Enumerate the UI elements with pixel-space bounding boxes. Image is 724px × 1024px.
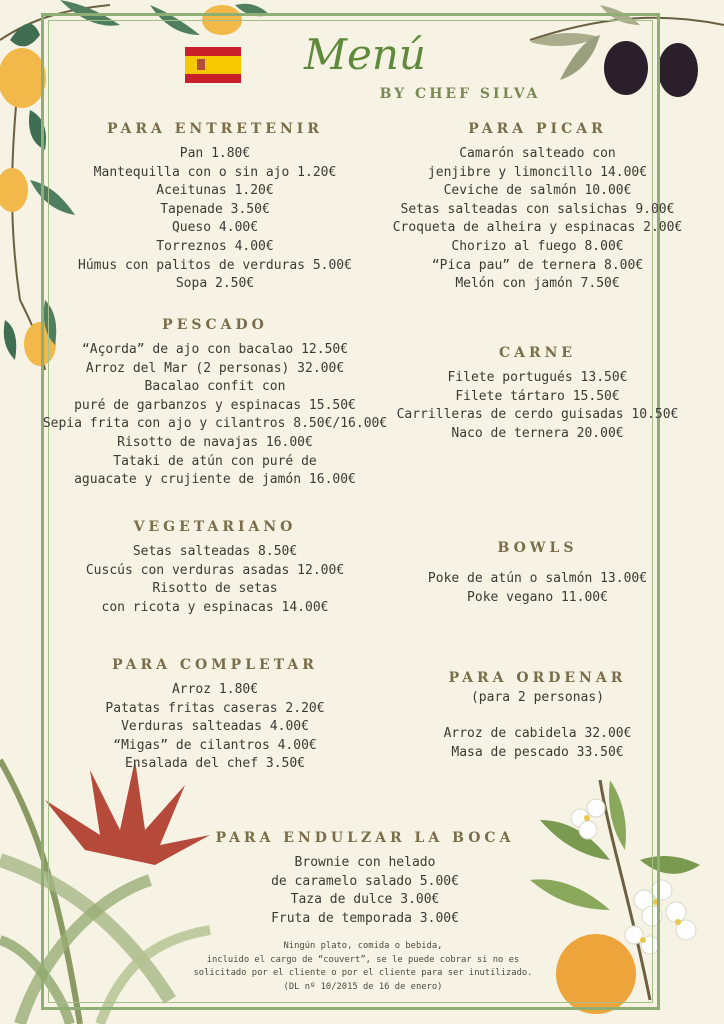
menu-item: de caramelo salado 5.00€ bbox=[271, 873, 459, 889]
menu-item: Fruta de temporada 3.00€ bbox=[271, 910, 459, 926]
section-bowls bbox=[385, 540, 690, 607]
menu-item: Naco de ternera 20.00€ bbox=[451, 425, 624, 441]
menu-item: Tataki de atún con puré de bbox=[113, 453, 317, 469]
menu-item: Sepia frita con ajo y cilantros 8.50€/16.00€ bbox=[42, 416, 388, 432]
footer-line: (DL nº 10/2015 de 16 de enero) bbox=[283, 981, 443, 992]
menu-item: Verduras salteadas 4.00€ bbox=[121, 719, 309, 735]
menu-item: Húmus con palitos de verduras 5.00€ bbox=[78, 257, 352, 273]
menu-item: Aceitunas 1.20€ bbox=[156, 183, 274, 199]
menu-item: Ceviche de salmón 10.00€ bbox=[443, 183, 632, 199]
menu-item: jenjibre y limoncillo 14.00€ bbox=[427, 164, 648, 180]
menu-item: con ricota y espinacas 14.00€ bbox=[101, 599, 329, 615]
menu-item: Torreznos 4.00€ bbox=[156, 238, 274, 254]
menu-item: Tapenade 3.50€ bbox=[160, 201, 270, 217]
chef-subtitle: BY CHEF SILVA bbox=[379, 86, 541, 102]
menu-item: Patatas fritas caseras 2.20€ bbox=[105, 700, 325, 716]
section-note: (para 2 personas) bbox=[470, 690, 605, 705]
section-para-entretenir bbox=[45, 121, 385, 294]
section-pescado bbox=[35, 317, 395, 490]
menu-item: Sopa 2.50€ bbox=[175, 276, 255, 292]
menu-item: Bacalao confit con bbox=[144, 379, 286, 395]
section-heading: VEGETARIANO bbox=[133, 519, 297, 535]
section-heading: PARA ORDENAR bbox=[448, 670, 627, 686]
section-para-completar bbox=[45, 657, 385, 774]
section-heading: PESCADO bbox=[162, 317, 268, 333]
footer-line: solicitado por el cliente o por el cliente para ser inutilizado. bbox=[193, 968, 533, 978]
section-vegetariano bbox=[45, 519, 385, 617]
section-heading: PARA PICAR bbox=[468, 121, 607, 137]
section-heading: BOWLS bbox=[497, 540, 578, 556]
menu-item: Ensalada del chef 3.50€ bbox=[124, 756, 305, 772]
section-carne bbox=[385, 345, 690, 443]
menu-item: Chorizo al fuego 8.00€ bbox=[451, 238, 624, 254]
menu-item: Risotto de navajas 16.00€ bbox=[117, 434, 313, 450]
menu-item: Queso 4.00€ bbox=[171, 220, 259, 236]
menu-item: Cuscús con verduras asadas 12.00€ bbox=[85, 562, 345, 578]
menu-item: Melón con jamón 7.50€ bbox=[455, 276, 620, 292]
menu-item: Poke de atún o salmón 13.00€ bbox=[427, 571, 648, 586]
menu-title: Menú bbox=[304, 30, 426, 79]
menu-item: Taza de dulce 3.00€ bbox=[290, 892, 440, 908]
menu-item: Mantequilla con o sin ajo 1.20€ bbox=[93, 164, 337, 180]
menu-item: Arroz 1.80€ bbox=[171, 682, 259, 697]
menu-item: Arroz del Mar (2 personas) 32.00€ bbox=[85, 360, 345, 376]
section-para-ordenar bbox=[385, 670, 690, 762]
menu-item: Croqueta de alheira y espinacas 2.00€ bbox=[392, 220, 683, 236]
section-para-picar bbox=[385, 121, 690, 294]
menu-item: Poke vegano 11.00€ bbox=[467, 589, 608, 605]
section-heading: PARA COMPLETAR bbox=[112, 657, 318, 673]
menu-item: Camarón salteado con bbox=[459, 146, 616, 161]
section-heading: PARA ENTRETENIR bbox=[106, 121, 323, 137]
section-heading: PARA ENDULZAR LA BOCA bbox=[215, 830, 515, 846]
legal-footer bbox=[178, 940, 548, 994]
section-heading: CARNE bbox=[498, 345, 577, 361]
menu-item: Masa de pescado 33.50€ bbox=[451, 744, 624, 760]
footer-line: Ningún plato, comida o bebida, bbox=[283, 941, 443, 951]
menu-item: Filete tártaro 15.50€ bbox=[455, 388, 620, 404]
menu-item: Risotto de setas bbox=[152, 581, 278, 597]
menu-item: Arroz de cabidela 32.00€ bbox=[443, 726, 632, 741]
menu-item: Carrilleras de cerdo guisadas 10.50€ bbox=[396, 407, 679, 423]
footer-line: incluido el cargo de “couvert”, se le puede cobrar si no es bbox=[206, 954, 520, 965]
menu-item: Pan 1.80€ bbox=[179, 146, 251, 161]
menu-item: “Pica pau” de ternera 8.00€ bbox=[431, 257, 644, 273]
menu-item: aguacate y crujiente de jamón 16.00€ bbox=[74, 472, 356, 488]
menu-item: Setas salteadas con salsichas 9.00€ bbox=[400, 201, 675, 217]
menu-item: “Açorda” de ajo con bacalao 12.50€ bbox=[81, 342, 349, 357]
menu-item: puré de garbanzos y espinacas 15.50€ bbox=[74, 397, 356, 413]
menu-item: Setas salteadas 8.50€ bbox=[132, 544, 298, 559]
menu-item: Brownie con helado bbox=[294, 855, 436, 870]
menu-item: Filete portugués 13.50€ bbox=[447, 370, 628, 385]
section-para-endulzar bbox=[200, 830, 530, 928]
menu-item: “Migas” de cilantros 4.00€ bbox=[113, 737, 317, 753]
